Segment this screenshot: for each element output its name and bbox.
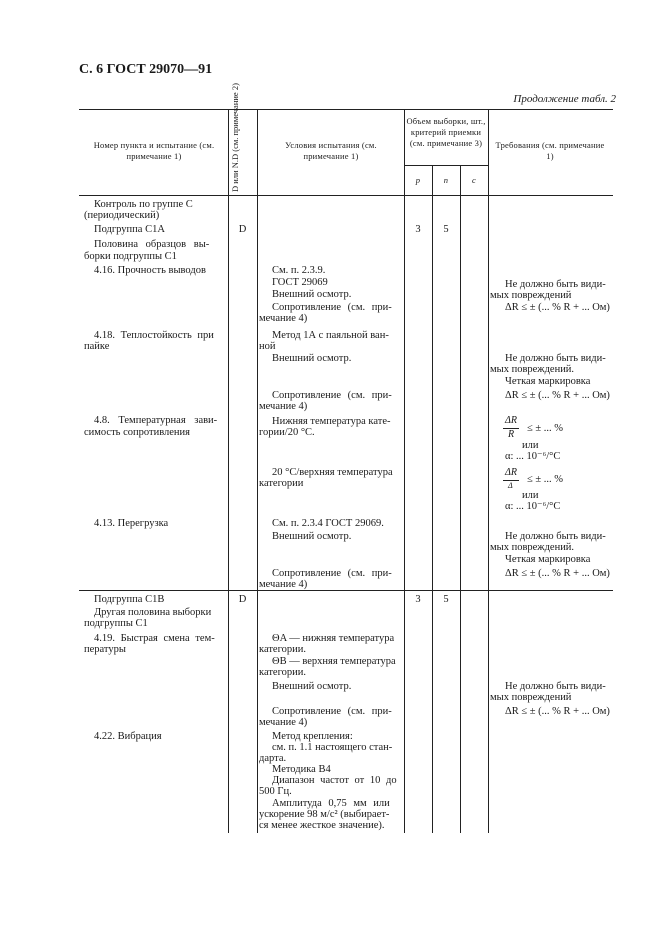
cond-4-18-line1: Метод 1А с паяльной ван-: [272, 330, 389, 341]
subgroup-divider-rule: [79, 590, 613, 591]
cond-4-19-line3: ΘB — верхняя температура: [272, 656, 396, 667]
test-4-8-line1: 4.8. Температурная зави-: [94, 415, 218, 426]
cond-4-22-line9: ся менее жесткое значение).: [259, 820, 385, 831]
header-d-nd: D или N.D (см. примечание 2): [230, 83, 240, 192]
test-4-18-line2: пайке: [84, 341, 110, 352]
cond-4-22-line1: Метод крепления:: [272, 731, 353, 742]
cond-4-22-line6: 500 Гц.: [259, 786, 292, 797]
column-divider-p-n: [432, 165, 433, 833]
req-4-13-line3: Четкая маркировка: [505, 554, 591, 565]
header-n: n: [443, 175, 449, 185]
other-half-line2: подгруппы С1: [84, 618, 148, 629]
req-4-8-or1: или: [522, 440, 539, 451]
c1a-p-value: 3: [415, 224, 421, 235]
sample-subheader-rule: [404, 165, 488, 166]
cond-4-22-line7: Амплитуда 0,75 мм или: [272, 798, 390, 809]
header-requirements: Требования (см. примечание 1): [495, 140, 605, 161]
group-c-title: Контроль по группе С: [94, 199, 193, 210]
req-4-8-alpha2: α: ... 10⁻⁶/°С: [505, 501, 561, 512]
req-4-8-frac2-tail: ≤ ± ... %: [527, 474, 564, 485]
group-c-subtitle: (периодический): [84, 210, 160, 221]
test-4-19-line2: пературы: [84, 644, 126, 655]
test-4-16: 4.16. Прочность выводов: [94, 265, 206, 276]
req-4-16-line3: ΔR ≤ ± (... % R + ... Ом): [505, 302, 610, 313]
header-test-conditions: Условия испытания (см. примечание 1): [285, 140, 377, 161]
cond-4-18-line5: мечание 4): [259, 401, 308, 412]
req-4-8-frac2-den: Δ: [508, 481, 513, 490]
req-4-13-line4: ΔR ≤ ± (... % R + ... Ом): [505, 568, 610, 579]
cond-4-18-line2: ной: [259, 341, 276, 352]
cond-4-8-line4: категории: [259, 478, 304, 489]
cond-4-19-line7: мечание 4): [259, 717, 308, 728]
cond-4-13-line4: мечание 4): [259, 579, 308, 590]
table-header-rule: [79, 195, 613, 196]
half-samples-line1: Половина образцов вы-: [94, 239, 210, 250]
test-4-8-line2: симость сопротивления: [84, 427, 190, 438]
column-divider-n-c: [460, 165, 461, 833]
cond-4-13-line3: Сопротивление (см. при-: [272, 568, 392, 579]
req-4-19-line3: ΔR ≤ ± (... % R + ... Ом): [505, 706, 610, 717]
req-4-18-line2: мых повреждений.: [490, 364, 575, 375]
cond-4-19-line2: категории.: [259, 644, 306, 655]
c1b-p-value: 3: [415, 594, 421, 605]
test-4-19-line1: 4.19. Быстрая смена тем-: [94, 633, 215, 644]
table-top-rule: [79, 109, 613, 110]
cond-4-22-line3: дарта.: [259, 753, 287, 764]
subgroup-c1a: Подгруппа С1А: [94, 224, 165, 235]
cond-4-16-line1: См. п. 2.3.9.: [272, 265, 326, 276]
req-4-16-line1: Не должно быть види-: [505, 279, 606, 290]
table-continuation-label: Продолжение табл. 2: [513, 93, 616, 105]
cond-4-19-line5: Внешний осмотр.: [272, 681, 352, 692]
page-header: С. 6 ГОСТ 29070—91: [79, 62, 213, 77]
test-4-18-line1: 4.18. Теплостойкость при: [94, 330, 214, 341]
half-samples-line2: борки подгруппы С1: [84, 251, 177, 262]
req-4-8-frac2-num: ΔR: [505, 467, 517, 478]
test-4-22: 4.22. Вибрация: [94, 731, 162, 742]
other-half-line1: Другая половина выборки: [94, 607, 212, 618]
req-4-8-frac1-den: R: [508, 429, 515, 440]
cond-4-19-line4: категории.: [259, 667, 306, 678]
cond-4-22-line2: см. п. 1.1 настоящего стан-: [272, 742, 393, 753]
req-4-19-line1: Не должно быть види-: [505, 681, 606, 692]
cond-4-16-line2: ГОСТ 29069: [272, 277, 328, 288]
c1a-n-value: 5: [443, 224, 449, 235]
c1b-d-value: D: [238, 594, 247, 605]
req-4-16-line2: мых повреждений: [490, 290, 572, 301]
header-p: p: [415, 175, 421, 185]
header-c: c: [472, 175, 476, 185]
header-sample-size: Объем выборки, шт., критерий приемки (см. примечание 3): [406, 116, 486, 148]
req-4-13-line1: Не должно быть види-: [505, 531, 606, 542]
column-divider-3: [404, 109, 405, 833]
cond-4-16-line4: Сопротивление (см. при-: [272, 302, 392, 313]
cond-4-22-line8: ускорение 98 м/с² (выбирает-: [259, 809, 390, 820]
cond-4-16-line3: Внешний осмотр.: [272, 289, 352, 300]
req-4-18-line4: ΔR ≤ ± (... % R + ... Ом): [505, 390, 610, 401]
req-4-19-line2: мых повреждений: [490, 692, 572, 703]
subgroup-c1b: Подгруппа С1В: [94, 594, 165, 605]
cond-4-22-line5: Диапазон частот от 10 до: [272, 775, 397, 786]
req-4-18-line3: Четкая маркировка: [505, 376, 591, 387]
cond-4-13-line2: Внешний осмотр.: [272, 531, 352, 542]
req-4-13-line2: мых повреждений.: [490, 542, 575, 553]
c1b-n-value: 5: [443, 594, 449, 605]
cond-4-13-line1: См. п. 2.3.4 ГОСТ 29069.: [272, 518, 384, 529]
cond-4-8-line2: гории/20 °С.: [259, 427, 315, 438]
cond-4-18-line3: Внешний осмотр.: [272, 353, 352, 364]
cond-4-16-line5: мечание 4): [259, 313, 308, 324]
column-divider-2: [257, 109, 258, 833]
req-4-8-frac1-tail: ≤ ± ... %: [527, 423, 564, 434]
header-test-item: Номер пункта и испытание (см. примечание 1): [93, 140, 215, 161]
req-4-8-or2: или: [522, 490, 539, 501]
column-divider-1: [228, 109, 229, 833]
cond-4-19-line1: ΘA — нижняя температура: [272, 633, 395, 644]
req-4-18-line1: Не должно быть види-: [505, 353, 606, 364]
test-4-13: 4.13. Перегрузка: [94, 518, 169, 529]
req-4-8-alpha1: α: ... 10⁻⁶/°С: [505, 451, 561, 462]
cond-4-8-line3: 20 °С/верхняя температура: [272, 467, 393, 478]
c1a-d-value: D: [238, 224, 247, 235]
column-divider-4: [488, 109, 489, 833]
req-4-8-frac1-num: ΔR: [505, 415, 517, 426]
cond-4-18-line4: Сопротивление (см. при-: [272, 390, 392, 401]
cond-4-8-line1: Нижняя температура кате-: [272, 416, 391, 427]
cond-4-19-line6: Сопротивление (см. при-: [272, 706, 392, 717]
cond-4-22-line4: Методика В4: [272, 764, 331, 775]
